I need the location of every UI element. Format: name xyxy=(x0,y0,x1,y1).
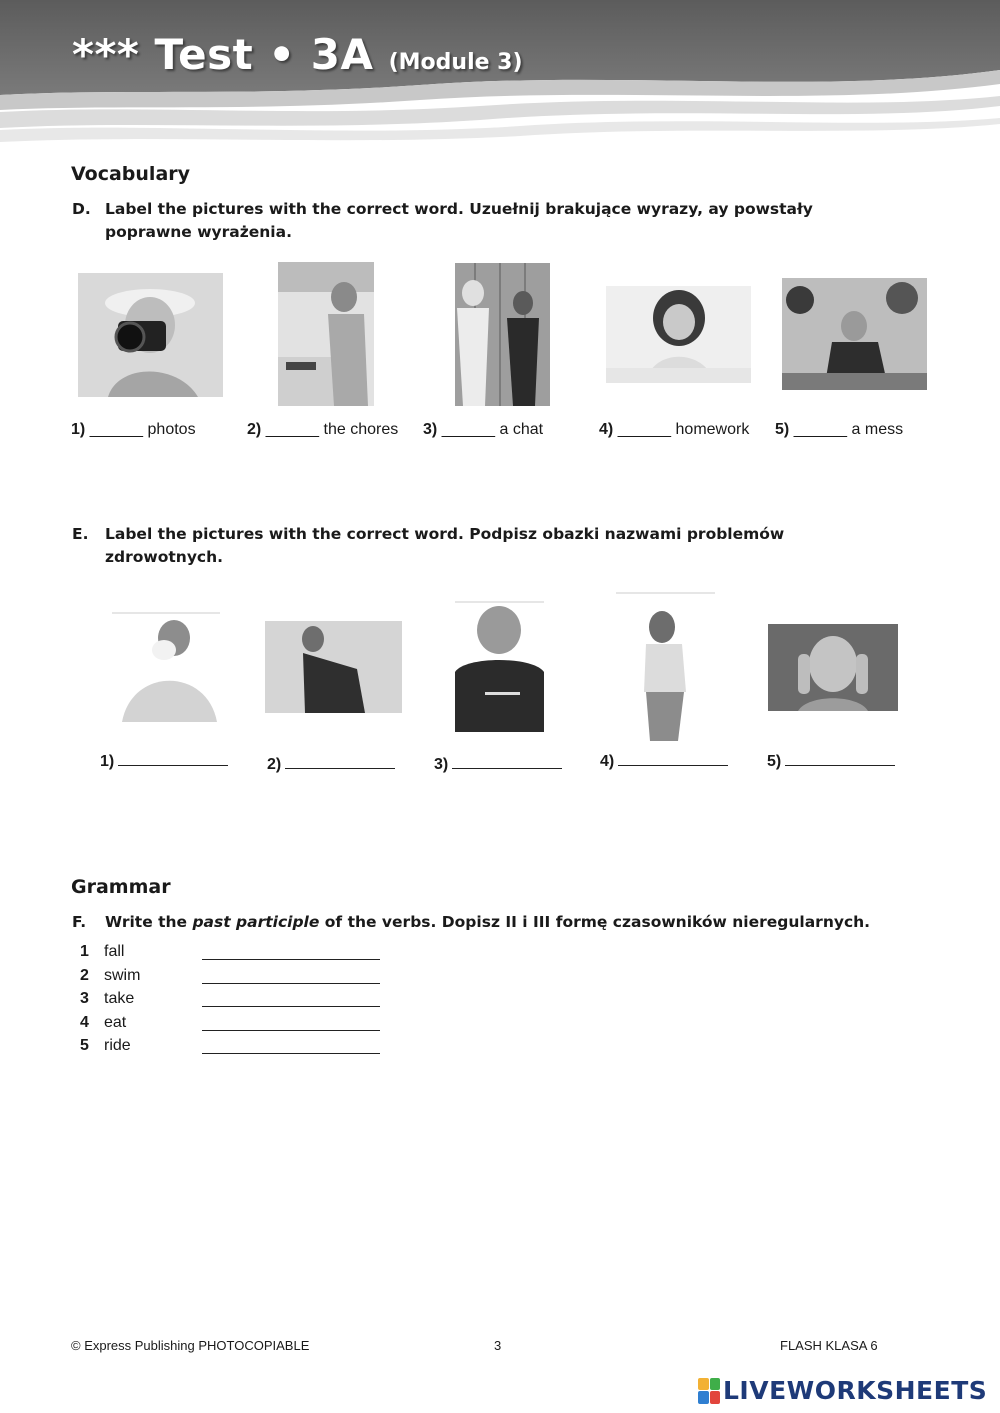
picture-taking-photos xyxy=(78,273,223,397)
picture-having-chat xyxy=(455,263,550,406)
health-item-5: 5) xyxy=(767,751,899,771)
footer-copyright: © Express Publishing PHOTOCOPIABLE xyxy=(71,1338,310,1353)
module-label: (Module 3) xyxy=(388,50,523,75)
health-item-1: 1) xyxy=(100,751,232,771)
answer-line[interactable] xyxy=(202,1006,380,1007)
picture-stomachache xyxy=(616,592,715,741)
footer-page-number: 3 xyxy=(494,1338,502,1353)
health-item-3: 3) xyxy=(434,754,566,774)
answer-line[interactable] xyxy=(202,1053,380,1054)
picture-doing-chores xyxy=(278,262,374,406)
health-item-2: 2) xyxy=(267,754,399,774)
vocab-item-3: 3) ______ a chat xyxy=(423,421,544,438)
answer-blank[interactable] xyxy=(118,751,228,766)
vocab-item-1: 1) ______ photos xyxy=(71,421,196,438)
vocab-item-4: 4) ______ homework xyxy=(599,421,750,438)
vocabulary-heading: Vocabulary xyxy=(71,163,191,185)
instruction-text: Label the pictures with the correct word. Uzuełnij brakujące wyrazy, ay powstały poprawne wyrażenia. xyxy=(105,200,813,241)
answer-blank[interactable]: ______ xyxy=(265,421,320,438)
answer-line[interactable] xyxy=(202,983,380,984)
picture-making-mess xyxy=(782,278,927,390)
instruction-letter: D. xyxy=(72,200,91,218)
answer-blank[interactable] xyxy=(285,754,395,769)
answer-line[interactable] xyxy=(202,1030,380,1031)
vocab-item-2: 2) ______ the chores xyxy=(247,421,399,438)
liveworksheets-icon xyxy=(698,1378,720,1404)
footer-book-title: FLASH KLASA 6 xyxy=(780,1338,878,1353)
picture-headache xyxy=(768,624,898,711)
answer-blank[interactable] xyxy=(785,751,895,766)
instruction-e xyxy=(72,523,872,569)
instruction-text: Label the pictures with the correct word. Podpisz obazki nazwami problemów zdrowotnych. xyxy=(105,525,785,566)
instruction-text: Write the past participle of the verbs. Dopisz II i III formę czasowników nieregularnych. xyxy=(105,913,871,931)
vocab-item-5: 5) ______ a mess xyxy=(775,421,904,438)
picture-sneezing xyxy=(112,612,220,722)
answer-blank[interactable]: ______ xyxy=(441,421,496,438)
test-title: *** Test • 3A (Module 3) xyxy=(72,30,523,79)
logo-text: LIVEWORKSHEETS xyxy=(723,1376,988,1405)
grammar-heading: Grammar xyxy=(71,876,171,898)
instruction-letter: E. xyxy=(72,525,89,543)
answer-blank[interactable] xyxy=(618,751,728,766)
header-banner xyxy=(0,0,1000,150)
instruction-f xyxy=(72,911,972,934)
answer-line[interactable] xyxy=(202,959,380,960)
picture-fever xyxy=(455,600,544,732)
picture-backache xyxy=(265,621,402,713)
answer-blank[interactable]: ______ xyxy=(617,421,672,438)
instruction-letter: F. xyxy=(72,913,87,931)
answer-blank[interactable]: ______ xyxy=(793,421,848,438)
liveworksheets-logo[interactable] xyxy=(698,1376,987,1405)
picture-doing-homework xyxy=(606,286,751,383)
answer-blank[interactable]: ______ xyxy=(89,421,144,438)
answer-blank[interactable] xyxy=(452,754,562,769)
instruction-d xyxy=(72,198,872,244)
health-item-4: 4) xyxy=(600,751,732,771)
